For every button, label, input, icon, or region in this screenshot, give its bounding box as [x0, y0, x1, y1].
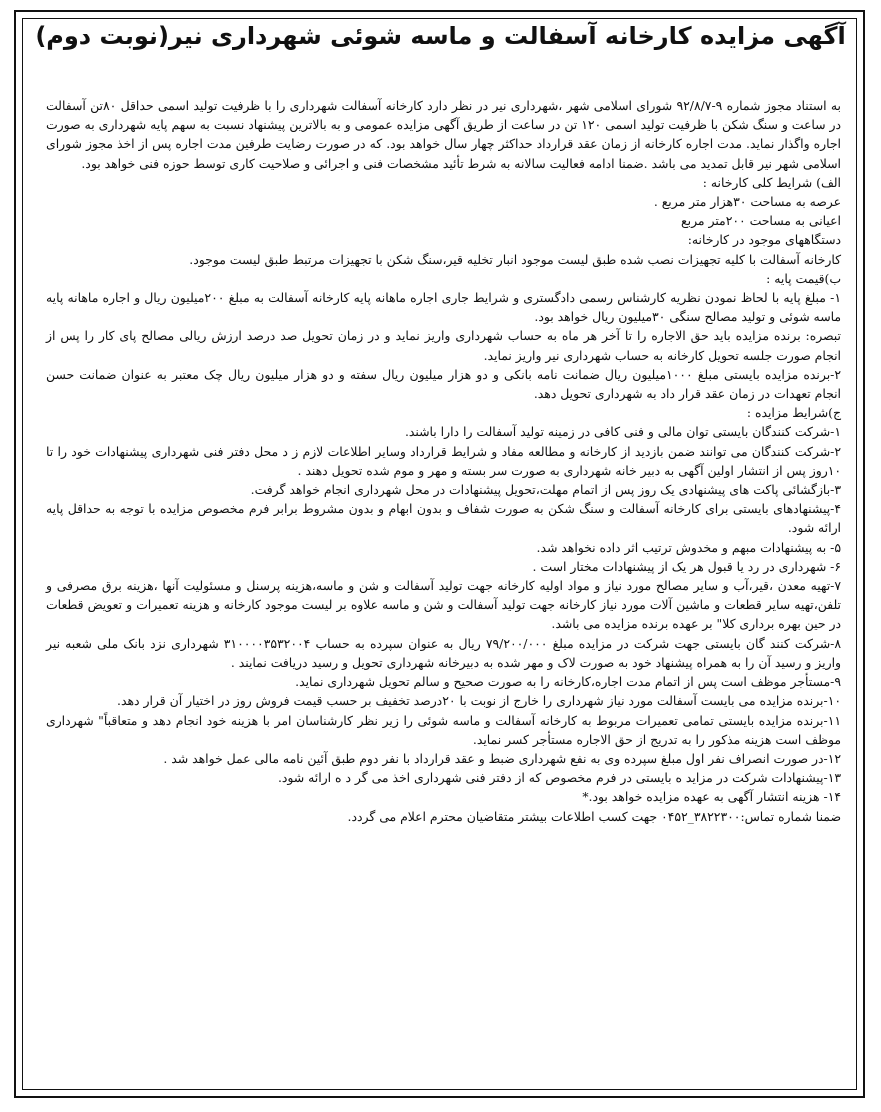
contact-footer: ضمنا شماره تماس:۳۸۲۲۳۰۰_۰۴۵۲ جهت کسب اطلاعات بیشتر متقاضیان محترم اعلام می گردد.: [347, 808, 841, 824]
section-c-item: ۹-مستأجر موظف است پس از اتمام مدت اجاره،کارخانه را به صورت صحیح و سالم تحویل شهرداری نماید.: [295, 674, 841, 690]
section-c-item: ۷-تهیه معدن ،قیر،آب و سایر مصالح مورد نیاز و مواد اولیه کارخانه جهت تولید آسفالت و شن و ماسه،هزینه پرسنل و مسئولیت آنها ،هزینه برق مصرفی و تلفن،تهیه سایر قطعات و ماشین آلات مورد نیاز کارخانه جهت تولید آسفالت و شن و ماسه علاوه بر لیست موجود کارخانه و هزینه تعمیرات و تعویض قطعات در حین بهره برداری کلا" بر عهده برنده مزایده می باشد.: [46, 578, 841, 632]
section-c-item: ۵- به پیشنهادات مبهم و مخدوش ترتیب اثر داده نخواهد شد.: [536, 539, 841, 555]
section-b-item: ۱- مبلغ پایه با لحاظ نمودن نظریه کارشناس رسمی دادگستری و شرایط جاری اجاره ماهانه پایه کارخانه آسفالت به مبلغ ۲۰۰میلیون ریال و اجاره ماهانه پایه ماسه شوئی و تولید مصالح سنگی ۳۰میلیون ریال خواهد بود.: [46, 290, 841, 325]
notice-body: [46, 96, 841, 826]
section-c-item: ۱۱-برنده مزایده بایستی تمامی تعمیرات مربوط به کارخانه آسفالت و ماسه شوئی را زیر نظر کارشناسان امر با هزینه خود انجام دهد و متعاقباً" شهرداری موظف است هزینه مذکور را به تدریج از حق الاجاره مستأجر کسر نماید.: [46, 712, 841, 747]
notice-title: آگهی مزایده کارخانه آسفالت و ماسه شوئی شهرداری نیر(نوبت دوم): [35, 22, 846, 50]
section-a-item: کارخانه آسفالت با کلیه تجهیزات نصب شده طبق لیست موجود انبار تخلیه قیر،سنگ شکن با تجهیزات مرتبط طبق لیست موجود.: [189, 251, 841, 267]
section-c-item: ۸-شرکت کنند گان بایستی جهت شرکت در مزایده مبلغ ۷۹/۲۰۰/۰۰۰ ریال به عنوان سپرده به حساب ۳۱۰۰۰۰۳۵۳۲۰۰۴ شهرداری نزد بانک ملی شعبه نیر واریز و رسید آن را به همراه پیشنهاد خود به صورت لاک و مهر شده به دبیرخانه شهرداری تحویل و رسید دریافت نمایند .: [46, 635, 841, 670]
section-c-heading: ج)شرایط مزایده :: [746, 405, 841, 421]
section-c-item: ۱۰-برنده مزایده می بایست آسفالت مورد نیاز شهرداری را خارج از نوبت با ۲۰درصد تخفیف بر حسب قیمت فروش روز در اختیار آن قرار دهد.: [117, 693, 841, 709]
intro-paragraph: به استناد مجوز شماره ۹-۹۲/۸/۷ شورای اسلامی شهر ،شهرداری نیر در نظر دارد کارخانه آسفالت شهرداری را با ظرفیت تولید اسمی حداقل ۸۰تن آسفالت در ساعت و سنگ شکن با ظرفیت تولید اسمی ۱۲۰ تن در ساعت از طریق آگهی مزایده عمومی و به بالاترین پیشنهاد نسبت به سهم پایه شهرداری به صورت اجاره واگذار نماید. مدت اجاره کارخانه از زمان عقد قرارداد حداکثر چهار سال خواهد بود. که در صورت رضایت طرفین مدت اجاره پس از اخذ مجوز شورای اسلامی شهر نیر قابل تمدید می باشد .ضمنا ادامه فعالیت سالانه به شرط تأئید مشخصات فنی و اجرائی و صلاحیت کاری توسط حوزه فنی خواهد بود.: [46, 98, 841, 171]
section-c-item: ۲-شرکت کنندگان می توانند ضمن بازدید از کارخانه و مطالعه مفاد و شرایط قرارداد وسایر اطلاعات لازم ز د محل دفتر فنی شهرداری پیشنهادات خود را تا ۱۰روز پس از انتشار اولین آگهی به دبیر خانه شهرداری به صورت سر بسته و مهر و موم شده تحویل دهند .: [46, 443, 841, 478]
section-c-item: ۱۲-در صورت انصراف نفر اول مبلغ سپرده وی به نفع شهرداری ضبط و عقد قرارداد با نفر دوم طبق آئین نامه مالی عمل خواهد شد .: [163, 750, 841, 766]
section-b-item: ۲-برنده مزایده بایستی مبلغ ۱۰۰۰میلیون ریال ضمانت نامه بانکی و دو هزار میلیون ریال سفته و دو هزار میلیون ریال چک معتبر به عنوان ضمانت حسن انجام تعهدات در زمان عقد قرار داد به شهرداری تحویل دهد.: [46, 366, 841, 402]
section-a-item: عرصه به مساحت ۳۰هزار متر مربع .: [653, 194, 841, 210]
section-c-item: ۱۳-پیشنهادات شرکت در مزاید ه بایستی در فرم مخصوص که از دفتر فنی شهرداری اخذ می گر د ه ارائه شود.: [277, 770, 841, 786]
section-a-heading: الف) شرایط کلی کارخانه :: [702, 174, 841, 190]
section-c-item: ۱-شرکت کنندگان بایستی توان مالی و فنی کافی در زمینه تولید آسفالت را دارا باشند.: [404, 424, 841, 440]
section-b-note: تبصره: برنده مزایده باید حق الاجاره را تا آخر هر ماه به حساب شهرداری واریز نماید و در زمان تحویل صد درصد ارزش ریالی مصالح پای کار را پس از انجام صورت جلسه تحویل کارخانه به حساب شهرداری نیر واریز نماید.: [46, 328, 841, 363]
section-c-item: ۱۴- هزینه انتشار آگهی به عهده مزایده خواهد بود.*: [582, 789, 841, 805]
section-c-item: ۳-بازگشائی پاکت های پیشنهادی یک روز پس از اتمام مهلت،تحویل پیشنهادات در محل شهرداری انجام خواهد گرفت.: [250, 482, 841, 498]
section-a-item: اعیانی به مساحت ۲۰۰متر مربع: [681, 213, 841, 229]
section-c-item: ۴-پیشنهادهای بایستی برای کارخانه آسفالت و سنگ شکن به صورت شفاف و بدون ابهام و بدون مشروط برابر فرم مخصوص مزایده با توجه به حداقل پایه ارائه شود.: [46, 501, 841, 536]
section-a-item: دستگاههای موجود در کارخانه:: [687, 232, 841, 248]
section-b-heading: ب)قیمت پایه :: [766, 270, 841, 286]
section-c-item: ۶- شهرداری در رد یا قبول هر یک از پیشنهادات مختار است .: [532, 558, 841, 574]
